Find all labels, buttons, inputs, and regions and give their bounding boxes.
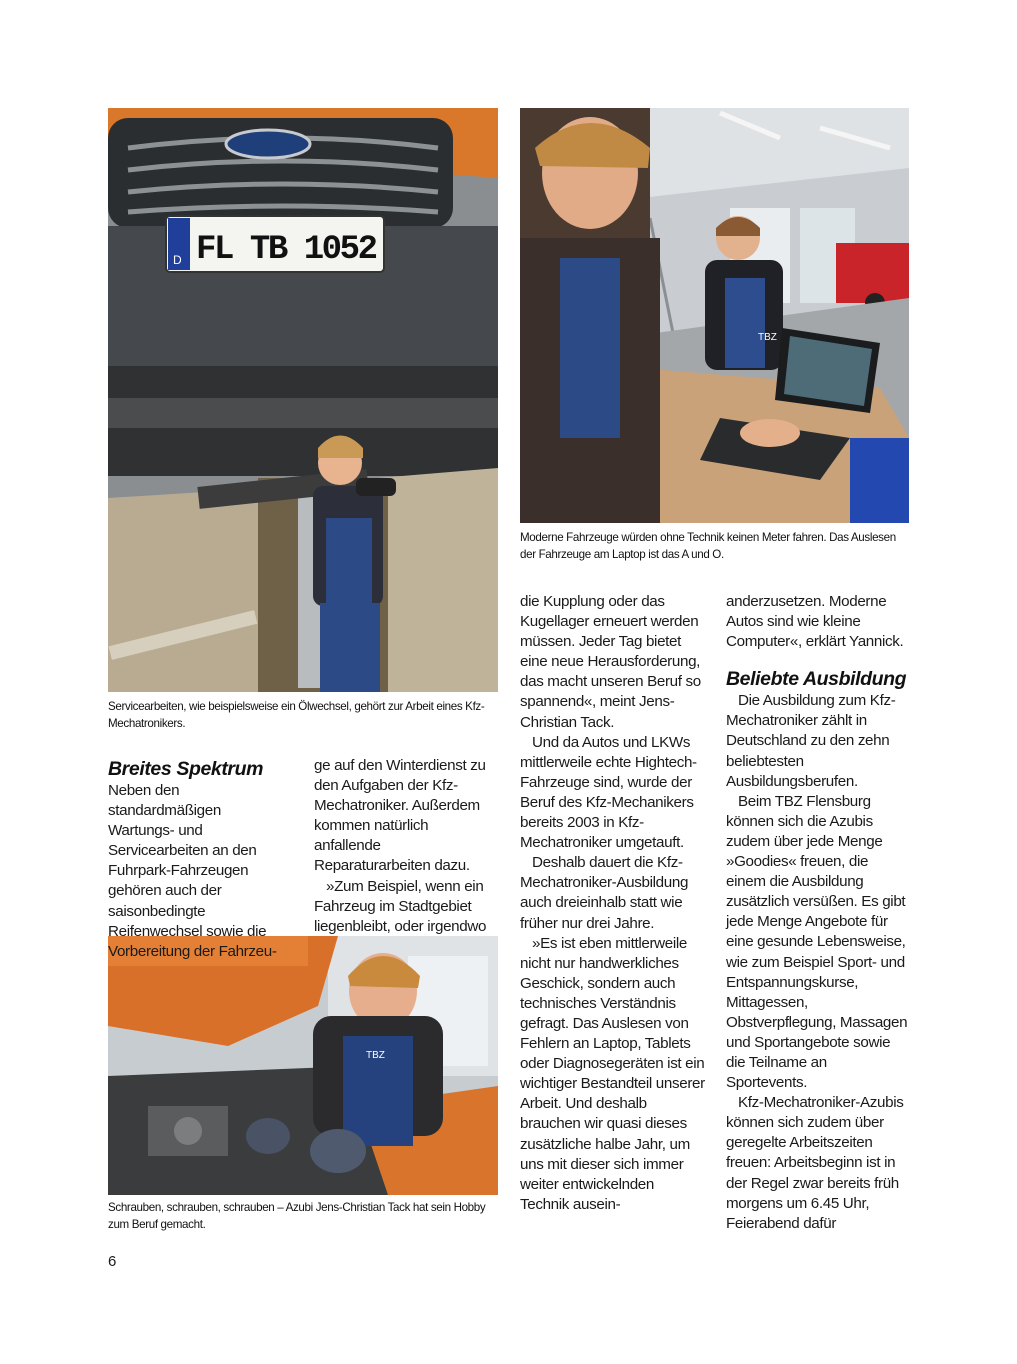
- paragraph: »Zum Beispiel, wenn ein Fahrzeug im Stadtgebiet liegenbleibt, oder irgendwo: [314, 877, 487, 935]
- paragraph: Und da Autos und LKWs mittlerweile echte Hightech-Fahrzeuge sind, wurde der Beruf des Kfz-Mechanikers bereits 2003 in Kfz-Mechatroniker umgetauft.: [520, 733, 697, 852]
- paragraph: Kfz-Mechatroniker-Azubis können sich zudem über geregelte Arbeitszeiten freuen: Arbeitsbeginn ist in der Regel zwar bereits früh morgens um 6.45 Uhr, Feierabend dafür: [726, 1094, 904, 1232]
- article-column-2: [314, 756, 498, 937]
- caption-engine-repair: Schrauben, schrauben, schrauben – Azubi Jens-Christian Tack hat sein Hobby zum Beruf gemacht.: [108, 1201, 486, 1231]
- article-column-1: [108, 757, 288, 962]
- photo-engine-repair: [108, 936, 498, 1195]
- heading-beliebte-ausbildung: Beliebte Ausbildung: [726, 668, 907, 691]
- caption-laptop-diagnosis: Moderne Fahrzeuge würden ohne Technik keinen Meter fahren. Das Auslesen der Fahrzeuge am Laptop ist das A und O.: [520, 531, 896, 561]
- shirt-label-text: TBZ: [366, 1050, 385, 1061]
- paragraph: Beim TBZ Flensburg können sich die Azubis zudem über jede Menge »Goodies« freuen, die einem die Ausbildung zusätzlich versüßen. Es gibt jede Menge Angebote für eine gesunde Lebensweise, wie zum Beispiel Sport- und Entspannungskurse, Mittagessen, Obstverpflegung, Massagen und Sportangebote sowie die Teilname an Sportevents.: [726, 792, 908, 1092]
- paragraph: Deshalb dauert die Kfz-Mechatroniker-Ausbildung auch dreieinhalb statt wie früher nur drei Jahre.: [520, 854, 689, 932]
- photo-laptop-diagnosis: [520, 108, 909, 523]
- article-column-4: [726, 592, 910, 1234]
- page-number: 6: [108, 1253, 117, 1270]
- heading-breites-spektrum: Breites Spektrum: [108, 758, 264, 780]
- paragraph: ge auf den Winterdienst zu den Aufgaben der Kfz-Mechatroniker. Außerdem kommen natürlich anfallende Reparaturarbeiten dazu.: [314, 757, 486, 875]
- overall-label-text: TBZ: [758, 332, 777, 343]
- photo-oil-change: [108, 108, 498, 692]
- paragraph: die Kupplung oder das Kugellager erneuert werden müssen. Jeder Tag bietet eine neue Herausforderung, das macht unseren Beruf so spannend«, meint Jens-Christian Tack.: [520, 593, 701, 731]
- caption-oil-change: Servicearbeiten, wie beispielsweise ein Ölwechsel, gehört zur Arbeit eines Kfz-Mechatronikers.: [108, 700, 485, 730]
- article-column-3: [520, 592, 706, 1215]
- paragraph: Neben den standardmäßigen Wartungs- und Servicearbeiten an den Fuhrpark-Fahrzeugen gehören auch der saisonbedingte Reifenwechsel sowie die Vorbereitung der Fahrzeu-: [108, 782, 277, 960]
- license-plate-text: FL TB 1052: [196, 231, 378, 269]
- paragraph: anderzusetzen. Moderne Autos sind wie kleine Computer«, erklärt Yannick.: [726, 593, 904, 651]
- paragraph: Die Ausbildung zum Kfz-Mechatroniker zählt in Deutschland zu den zehn beliebtesten Ausbildungsberufen.: [726, 692, 896, 790]
- paragraph: »Es ist eben mittlerweile nicht nur handwerkliches Geschick, sondern auch technisches Verständnis gefragt. Das Auslesen von Fehlern an Laptop, Tablets oder Diagnosegeräten ist ein wichtiger Bestandteil unserer Arbeit. Und deshalb brauchen wir quasi dieses zusätzliche halbe Jahr, um uns mit dieser sich immer weiter entwickelnden Technik ausein-: [520, 934, 705, 1213]
- plate-country-text: D: [173, 253, 182, 267]
